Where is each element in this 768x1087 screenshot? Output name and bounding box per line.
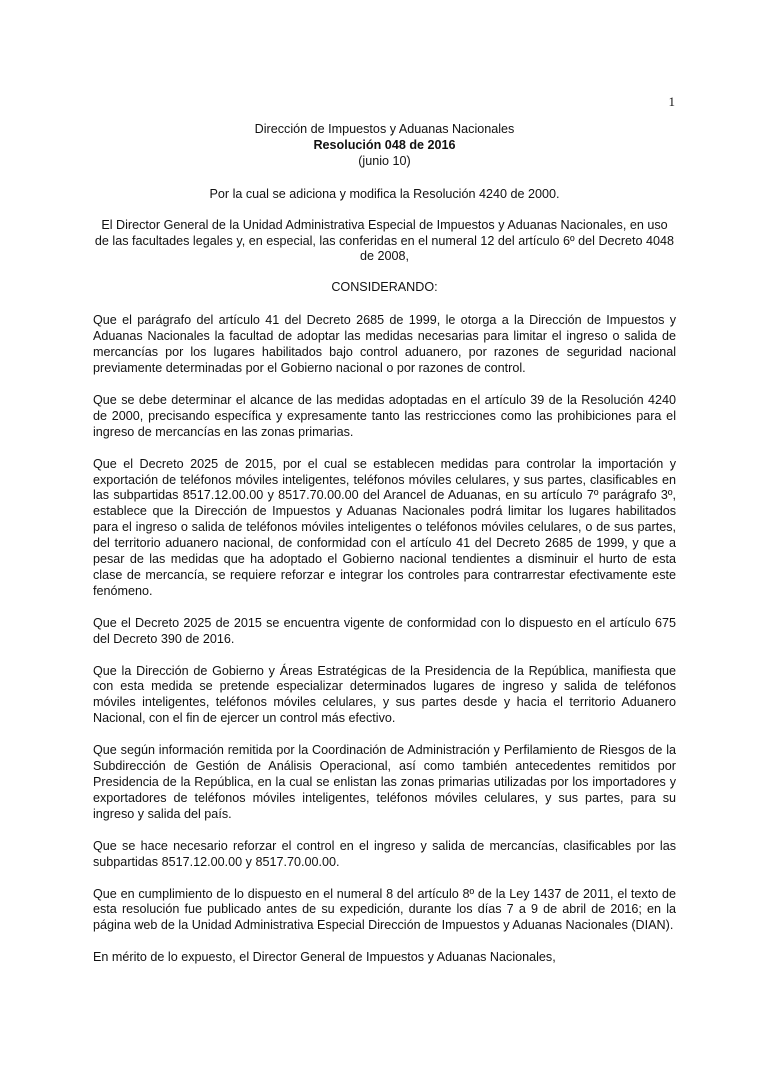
paragraph: En mérito de lo expuesto, el Director General de Impuestos y Aduanas Nacionales, xyxy=(93,950,556,965)
paragraph: Que se debe determinar el alcance de las medidas adoptadas en el artículo 39 de la Resolución 4240 de 2000, precisando específica y expresamente tanto las restricciones como las prohibiciones para el ingreso de mercancías en las zonas primarias. xyxy=(93,392,676,439)
paragraph: Que en cumplimiento de lo dispuesto en el numeral 8 del artículo 8º de la Ley 1437 de 2011, el texto de esta resolución fue publicado antes de su expedición, durante los días 7 a 9 de abril de 2016; en la página web de la Unidad Administrativa Especial Dirección de Impuestos y Aduanas Nacionales (DIAN). xyxy=(93,886,676,933)
paragraph: Que el Decreto 2025 de 2015, por el cual se establecen medidas para controlar la importación y exportación de teléfonos móviles inteligentes, teléfonos móviles celulares, y sus partes, clasificables en las subpartidas 8517.12.00.00 y 8517.70.00.00 del Arancel de Aduanas, en su artículo 7º parágrafo 3º, establece que la Dirección de Impuestos y Aduanas Nacionales podrá limitar los lugares habilitados para el ingreso o salida de teléfonos móviles inteligentes o teléfonos móviles celulares, o de sus partes, del territorio aduanero nacional, de conformidad con el artículo 41 del Decreto 2685 de 1999, y que a pesar de las medidas que ha adoptado el Gobierno nacional tendientes a disminuir el hurto de esta clase de mercancía, se requiere reforzar e integrar los controles para contrarrestar efectivamente este fenómeno. xyxy=(93,456,676,598)
considerando-heading: CONSIDERANDO: xyxy=(331,280,438,295)
resolution-subject: Por la cual se adiciona y modifica la Resolución 4240 de 2000. xyxy=(209,186,560,201)
resolution-date: (junio 10) xyxy=(358,153,411,168)
resolution-title: Resolución 048 de 2016 xyxy=(313,137,456,152)
paragraph: Que la Dirección de Gobierno y Áreas Estratégicas de la Presidencia de la República, manifiesta que con esta medida se pretende especializar determinados lugares de ingreso y salida de teléfonos móviles inteligentes, teléfonos móviles celulares, y sus partes desde y hacia el territorio Aduanero Nacional, con el fin de ejercer un control más efectivo. xyxy=(93,663,676,726)
document-header xyxy=(93,122,676,170)
paragraph: Que se hace necesario reforzar el control en el ingreso y salida de mercancías, clasificables por las subpartidas 8517.12.00.00 y 8517.70.00.00. xyxy=(93,838,676,869)
entity-name: Dirección de Impuestos y Aduanas Nacionales xyxy=(254,122,515,136)
paragraph: Que el parágrafo del artículo 41 del Decreto 2685 de 1999, le otorga a la Dirección de Impuestos y Aduanas Nacionales la facultad de adoptar las medidas necesarias para limitar el ingreso o salida de mercancías por los lugares habilitados bajo control aduanero, por razones de seguridad nacional previamente determinadas por el Gobierno nacional o por razones de control. xyxy=(93,313,676,375)
intro-paragraph: El Director General de la Unidad Administrativa Especial de Impuestos y Aduanas Nacionales, en uso de las facultades legales y, en especial, las conferidas en el numeral 12 del artículo 6º del Decreto 4048 de 2008, xyxy=(94,217,675,264)
document-body xyxy=(93,122,676,966)
page-number: 1 xyxy=(668,94,675,109)
paragraph: Que el Decreto 2025 de 2015 se encuentra vigente de conformidad con lo dispuesto en el artículo 675 del Decreto 390 de 2016. xyxy=(93,615,676,646)
paragraph: Que según información remitida por la Coordinación de Administración y Perfilamiento de Riesgos de la Subdirección de Gestión de Análisis Operacional, así como también antecedentes remitidos por Presidencia de la República, en la cual se enlistan las zonas primarias utilizadas por los importadores y exportadores de teléfonos móviles inteligentes, teléfonos móviles celulares, y sus partes, para su ingreso y salida del país. xyxy=(93,743,676,821)
